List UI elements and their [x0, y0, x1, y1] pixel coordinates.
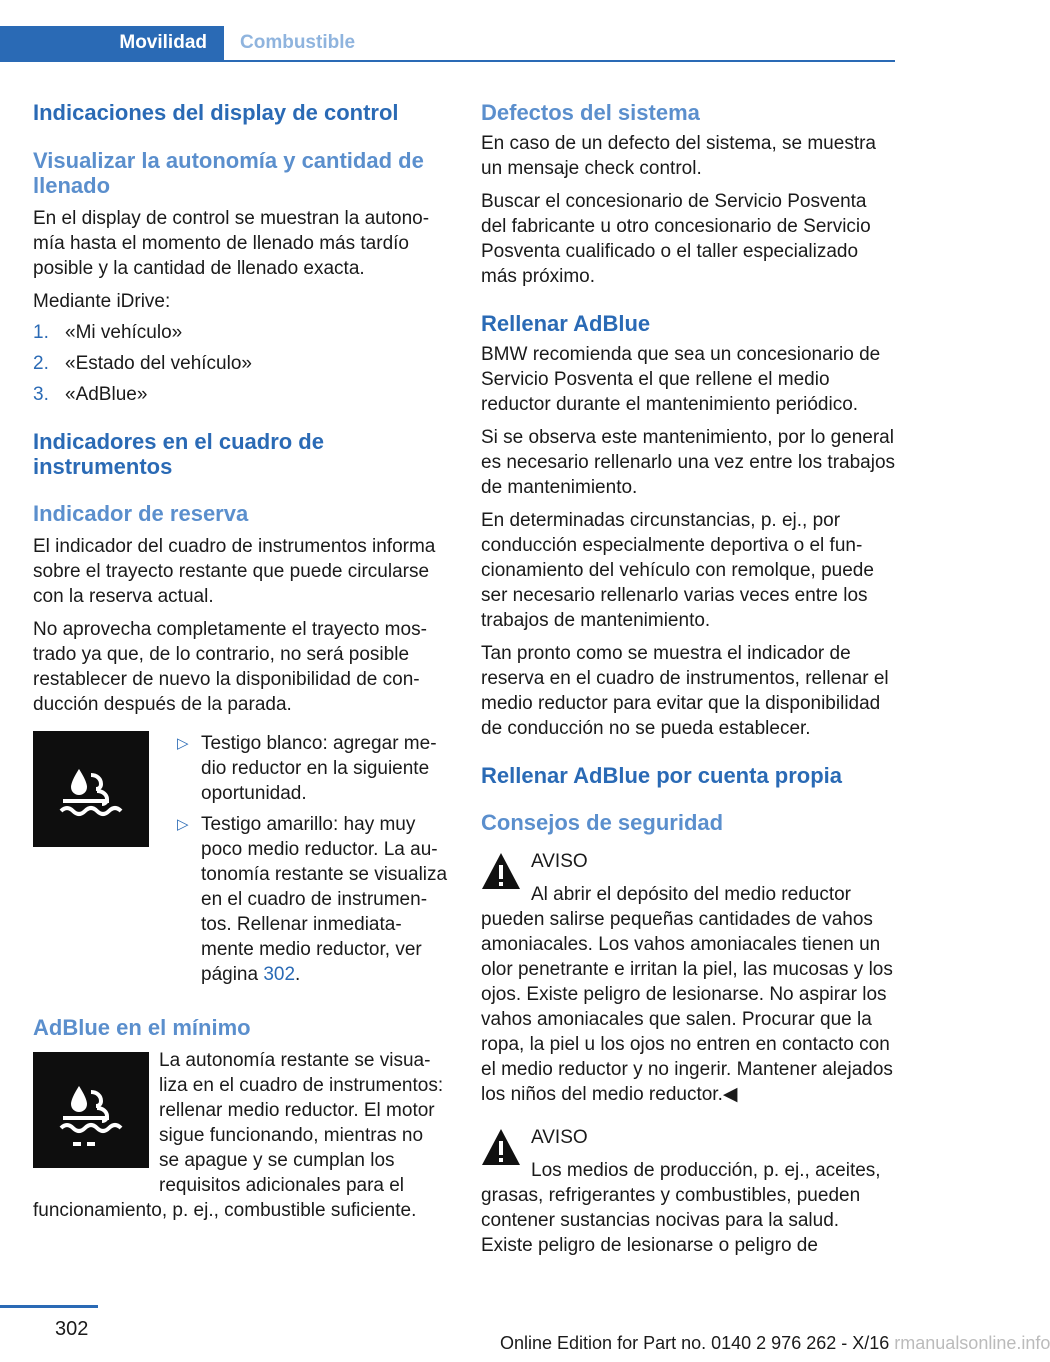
step-item — [33, 382, 448, 407]
paragraph-reserva: El indicador del cuadro de instrumentos informa sobre el trayecto restante que puede circularse con la reserva actual. — [33, 536, 436, 607]
paragraph-bmw-recomienda: BMW recomienda que sea un concesionario de Servicio Posventa el que rellene el medio reductor durante el mantenimiento periódico. — [481, 344, 881, 415]
heading-indicador-reserva: Indicador de reserva — [33, 501, 249, 526]
page-number: 302 — [55, 1318, 89, 1340]
paragraph-minimo-wrap — [33, 1048, 448, 1223]
step-number: 3. — [33, 384, 49, 405]
step-number: 1. — [33, 322, 49, 343]
bullet-item — [177, 812, 448, 987]
paragraph-display: En el display de control se muestran la autonomía hasta el momento de llenado más tardío posible y la cantidad de llenado exacta. — [33, 208, 430, 279]
step-text: «AdBlue» — [65, 384, 148, 405]
heading-indicaciones: Indicaciones del display de control — [33, 100, 399, 125]
bullet-item — [177, 731, 448, 806]
aviso-title: AVISO — [531, 851, 588, 872]
paragraph-defecto: En caso de un defecto del sistema, se muestra un mensaje check control. — [481, 133, 876, 179]
aviso-title: AVISO — [531, 1127, 588, 1148]
triangle-bullet-icon: ▷ — [177, 735, 189, 752]
heading-consejos-seguridad: Consejos de seguridad — [481, 810, 724, 835]
paragraph-minimo: La autonomía restante se visualiza en el cuadro de instrumentos: rellenar medio reductor. El motor sigue funcionando, mientras no se apague y se cumplan los requisitos adicionales para el funcionamiento, p. ej., combustible suficiente. — [33, 1050, 444, 1221]
header-tabbar — [0, 26, 895, 62]
heading-adblue-minimo: AdBlue en el mínimo — [33, 1015, 251, 1040]
indicator-bullets — [177, 731, 448, 993]
left-column — [33, 100, 448, 1223]
heading-por-cuenta-propia: Rellenar AdBlue por cuenta propia — [481, 763, 843, 788]
reserve-indicator-row — [33, 731, 448, 993]
paragraph-idrive: Mediante iDrive: — [33, 291, 171, 312]
idrive-steps — [33, 320, 448, 407]
aviso-block-1 — [481, 849, 896, 1107]
step-item — [33, 320, 448, 345]
heading-defectos: Defectos del sistema — [481, 100, 700, 125]
paragraph-tan-pronto: Tan pronto como se muestra el indicador de reserva en el cuadro de instrumentos, rellenar el medio reductor para evitar que la disponibilidad de conducción no se pueda establecer. — [481, 643, 889, 739]
tab-combustible[interactable]: Combustible — [240, 32, 356, 53]
step-item — [33, 351, 448, 376]
step-text: «Mi vehículo» — [65, 322, 183, 343]
step-text: «Estado del vehículo» — [65, 353, 252, 374]
step-number: 2. — [33, 353, 49, 374]
paragraph-circunstancias: En determinadas circunstancias, p. ej., por conducción especialmente deportiva o el funcionamiento del vehículo con remolque, puede ser necesario rellenarlo varias veces entre los trabajos de mantenimiento. — [481, 510, 874, 631]
bullet-text-body: Testigo amarillo: hay muy poco medio reductor. La autonomía restante se visualiza en el cuadro de instrumentos. Rellenar inmediatamente medio reductor, ver página — [201, 814, 448, 985]
paragraph-mantenimiento: Si se observa este mantenimiento, por lo general es necesario rellenarlo una vez entre los trabajos de mantenimiento. — [481, 427, 896, 498]
aviso-block-2 — [481, 1125, 896, 1258]
bullet-text: Testigo blanco: agregar medio reductor en la siguiente oportunidad. — [201, 733, 437, 804]
right-column — [481, 100, 896, 1258]
page-link[interactable]: 302 — [263, 964, 296, 985]
heading-visualizar: Visualizar la autonomía y cantidad de llenado — [33, 148, 424, 198]
adblue-warning-icon — [33, 731, 149, 847]
footer-edition-text: Online Edition for Part no. 0140 2 976 262 - X/16 — [500, 1333, 890, 1353]
adblue-minimum-icon — [33, 1052, 149, 1168]
tab-movilidad[interactable]: Movilidad — [0, 26, 224, 62]
footer-site[interactable]: rmanualsonline.info — [894, 1333, 1050, 1353]
heading-indicadores: Indicadores en el cuadro de instrumentos — [33, 429, 324, 479]
aviso-text: Los medios de producción, p. ej., aceites, grasas, refrigerantes y combustibles, pueden contener sustancias nocivas para la salud. Existe peligro de lesionarse o peligro de — [481, 1160, 881, 1256]
warning-triangle-icon — [481, 851, 521, 891]
aviso-text: Al abrir el depósito del medio reductor pueden salirse pequeñas cantidades de vahos amoniacales. Los vahos amoniacales tienen un olor penetrante e irritan la piel, las mucosas y los ojos. Existe peligro de lesionarse. No aspirar los vahos amoniacales que salen. Procurar que la ropa, la piel u los ojos no entren en contacto con el medio reductor y no ingerir. Mantener alejados los niños del medio reductor.◀ — [481, 884, 893, 1105]
page-number-bar — [0, 1305, 98, 1308]
paragraph-concesionario: Buscar el concesionario de Servicio Posventa del fabricante u otro concesionario de Servicio Posventa cualificado o el taller especializado más próximo. — [481, 191, 871, 287]
paragraph-aprovecha: No aprovecha completamente el trayecto mostrado ya que, de lo contrario, no será posible restablecer de nuevo la disponibilidad de conducción después de la parada. — [33, 619, 427, 715]
triangle-bullet-icon: ▷ — [177, 816, 189, 833]
warning-triangle-icon — [481, 1127, 521, 1167]
heading-rellenar-adblue: Rellenar AdBlue — [481, 311, 651, 336]
footer-edition — [500, 1333, 1050, 1354]
bullet-text — [201, 812, 448, 987]
bullet-text-end: . — [295, 964, 301, 985]
